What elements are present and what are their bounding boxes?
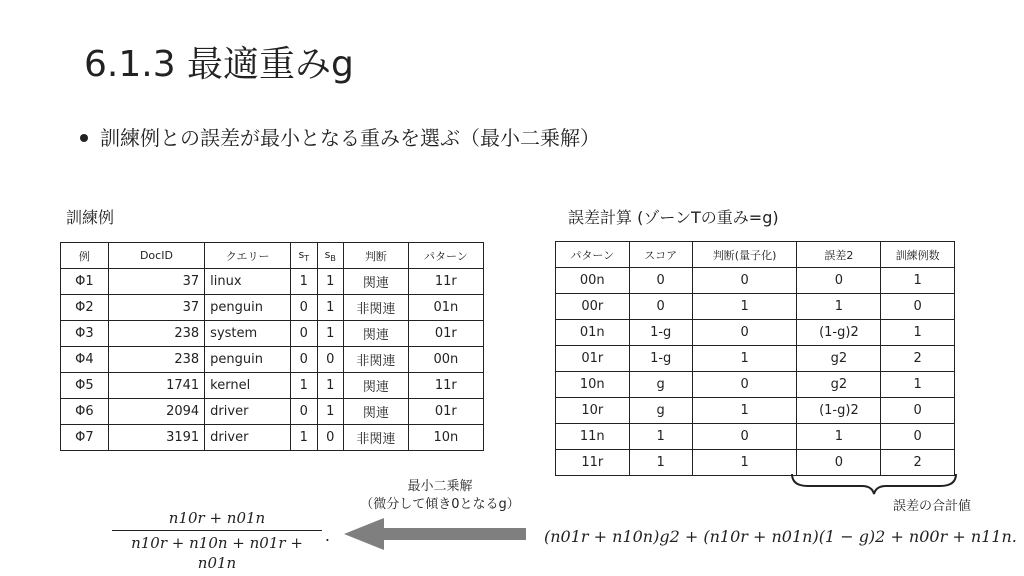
cell-judgement: 0 [692,372,797,398]
cell-example-count: 2 [881,450,955,476]
cell-pattern: 00r [556,294,630,320]
optimal-g-fraction [112,508,330,573]
cell-score: 1-g [629,320,692,346]
cell-docid: 3191 [108,425,204,451]
cell-query: driver [205,399,291,425]
cell-judgement: 1 [692,398,797,424]
cell-judgement: 1 [692,346,797,372]
cell-sb: 1 [317,295,344,321]
col-header-judgement-quantized: 判断(量子化) [692,242,797,268]
cell-docid: 37 [108,295,204,321]
cell-squared-error: (1-g)2 [797,320,881,346]
cell-docid: 37 [108,269,204,295]
cell-squared-error: 1 [797,294,881,320]
fraction-numerator: n10r + n01n [168,509,266,527]
cell-example: Φ7 [61,425,109,451]
col-header-pattern: パターン [556,242,630,268]
cell-docid: 2094 [108,399,204,425]
cell-sb: 1 [317,399,344,425]
col-header-example: 例 [61,243,109,269]
error-sum-label: 誤差の合計値 [893,499,972,514]
bullet-text: 訓練例との誤差が最小となる重みを選ぶ（最小二乗解） [100,126,600,150]
cell-st: 1 [291,425,318,451]
cell-query: driver [205,425,291,451]
cell-pattern: 01n [556,320,630,346]
col-header-st: $s_T$ [291,243,318,269]
cell-example-count: 0 [881,398,955,424]
cell-example-count: 0 [881,294,955,320]
cell-example: Φ5 [61,373,109,399]
cell-squared-error: 0 [797,450,881,476]
col-header-docid: DocID [108,243,204,269]
cell-example: Φ4 [61,347,109,373]
col-header-score: スコア [629,242,692,268]
cell-st: 0 [291,347,318,373]
cell-judgement: 1 [692,294,797,320]
total-error-expression: (n01r + n10n)g2 + (n10r + n01n)(1 − g)2 + n00r + n11n. [544,527,1017,546]
cell-score: 0 [629,268,692,294]
cell-query: penguin [205,295,291,321]
cell-squared-error: (1-g)2 [797,398,881,424]
cell-example-count: 2 [881,346,955,372]
cell-example: Φ3 [61,321,109,347]
cell-judgement: 非関連 [344,347,409,373]
cell-pattern: 01r [408,321,483,347]
cell-pattern: 11r [408,373,483,399]
cell-pattern: 11n [556,424,630,450]
cell-judgement: 非関連 [344,295,409,321]
arrow-shaft [382,528,526,540]
col-header-squared-error: 誤差2 [797,242,881,268]
fraction-period: . [324,526,330,545]
cell-sb: 0 [317,347,344,373]
cell-pattern: 01r [556,346,630,372]
col-header-judgement: 判断 [344,243,409,269]
cell-judgement: 0 [692,424,797,450]
least-squares-subtitle: （微分して傾き0となるg） [360,497,520,512]
cell-judgement: 0 [692,268,797,294]
cell-score: g [629,372,692,398]
cell-query: system [205,321,291,347]
cell-sb: 1 [317,373,344,399]
cell-score: 1-g [629,346,692,372]
cell-example: Φ2 [61,295,109,321]
col-header-sb: $s_B$ [317,243,344,269]
cell-score: 0 [629,294,692,320]
fraction-denominator: n10r + n10n + n01r + n01n [131,534,303,572]
cell-score: g [629,398,692,424]
left-arrow-icon [344,518,384,550]
cell-query: penguin [205,347,291,373]
cell-judgement: 非関連 [344,425,409,451]
cell-pattern: 11r [556,450,630,476]
cell-judgement: 1 [692,450,797,476]
cell-example: Φ6 [61,399,109,425]
cell-st: 1 [291,373,318,399]
cell-pattern: 01n [408,295,483,321]
cell-query: linux [205,269,291,295]
col-header-example-count: 訓練例数 [881,242,955,268]
cell-st: 1 [291,269,318,295]
cell-pattern: 10r [556,398,630,424]
cell-example-count: 1 [881,268,955,294]
col-header-query: クエリー [205,243,291,269]
cell-judgement: 関連 [344,321,409,347]
sb-subscript: B [330,254,336,264]
st-subscript: T [304,254,310,264]
cell-st: 0 [291,321,318,347]
cell-example-count: 1 [881,320,955,346]
cell-example-count: 1 [881,372,955,398]
least-squares-title: 最小二乗解 [407,479,473,494]
slide-title: 6.1.3 最適重みg [84,44,354,85]
cell-sb: 0 [317,425,344,451]
cell-docid: 238 [108,321,204,347]
cell-example-count: 0 [881,424,955,450]
cell-score: 1 [629,424,692,450]
cell-judgement: 関連 [344,399,409,425]
cell-judgement: 関連 [344,373,409,399]
cell-docid: 238 [108,347,204,373]
curly-brace-icon [792,474,956,494]
cell-pattern: 00n [556,268,630,294]
cell-st: 0 [291,295,318,321]
fraction-bar [112,530,322,531]
cell-squared-error: g2 [797,372,881,398]
cell-squared-error: g2 [797,346,881,372]
cell-squared-error: 1 [797,424,881,450]
col-header-pattern: パターン [408,243,483,269]
cell-pattern: 10n [408,425,483,451]
cell-sb: 1 [317,269,344,295]
cell-pattern: 10n [556,372,630,398]
cell-judgement: 関連 [344,269,409,295]
cell-pattern: 01r [408,399,483,425]
cell-docid: 1741 [108,373,204,399]
cell-pattern: 00n [408,347,483,373]
error-calc-caption: 誤差計算 (ゾーンTの重み=g) [568,208,779,227]
cell-st: 0 [291,399,318,425]
cell-score: 1 [629,450,692,476]
least-squares-label [340,478,540,514]
cell-squared-error: 0 [797,268,881,294]
cell-judgement: 0 [692,320,797,346]
training-caption: 訓練例 [66,208,115,227]
cell-sb: 1 [317,321,344,347]
cell-pattern: 11r [408,269,483,295]
cell-example: Φ1 [61,269,109,295]
cell-query: kernel [205,373,291,399]
